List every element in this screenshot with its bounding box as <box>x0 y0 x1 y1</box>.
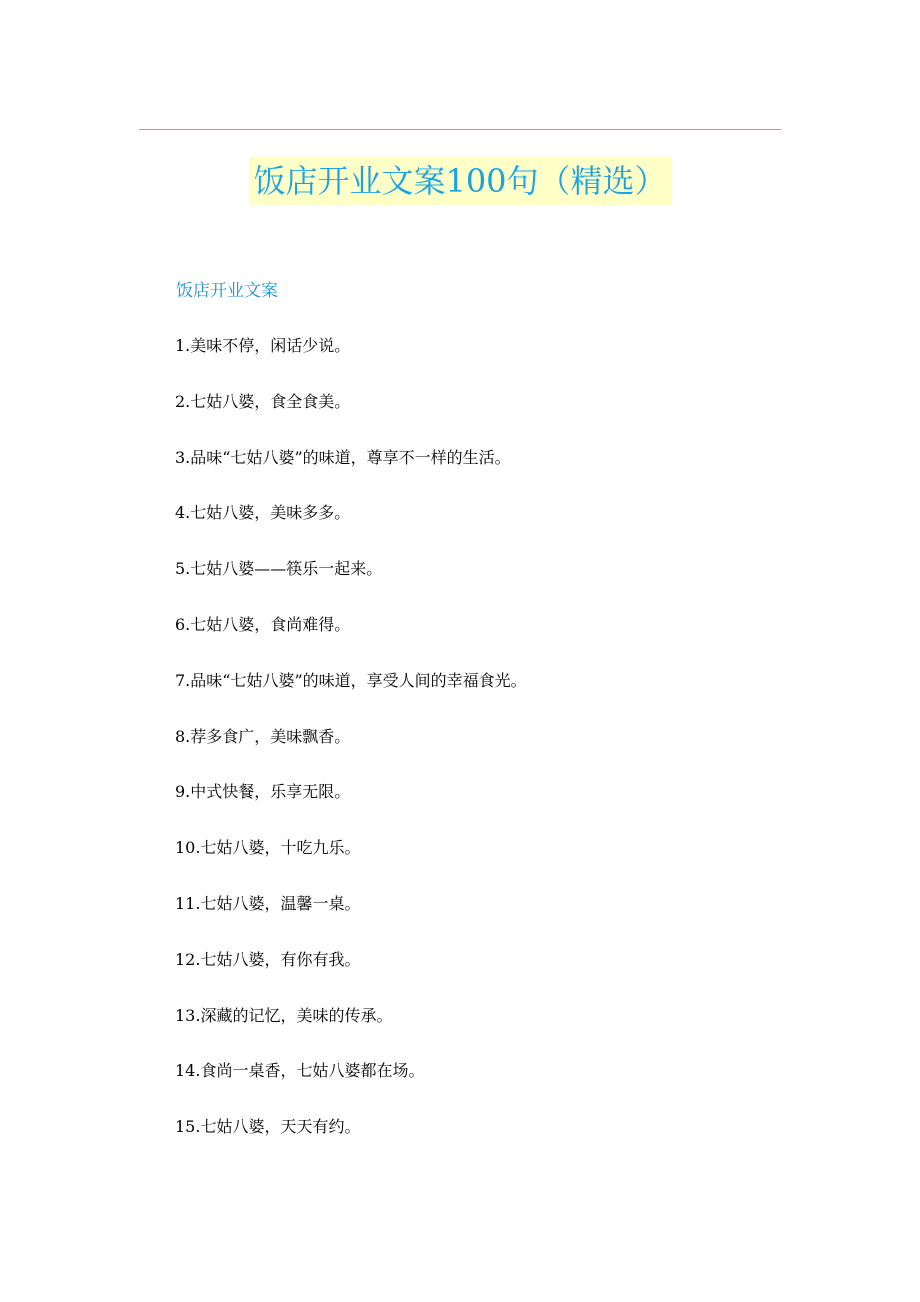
list-item: 14.食尚一桌香，七姑八婆都在场。 <box>175 1061 425 1081</box>
list-item: 7.品味“七姑八婆”的味道，享受人间的幸福食光。 <box>175 670 527 690</box>
list-item: 4.七姑八婆，美味多多。 <box>175 503 351 523</box>
list-item: 10.七姑八婆，十吃九乐。 <box>175 838 361 858</box>
list-item: 1.美味不停，闲话少说。 <box>175 336 351 355</box>
list-item: 6.七姑八婆，食尚难得。 <box>175 614 351 634</box>
list-item: 8.荐多食广，美味飘香。 <box>175 726 351 746</box>
list-item: 5.七姑八婆——筷乐一起来。 <box>175 559 383 579</box>
list-item: 11.七姑八婆，温馨一桌。 <box>175 893 361 913</box>
list-item: 12.七姑八婆，有你有我。 <box>175 949 361 969</box>
list-item: 9.中式快餐，乐享无限。 <box>175 782 351 802</box>
list-item: 13.深藏的记忆，美味的传承。 <box>175 1005 393 1025</box>
header-divider <box>139 129 781 130</box>
document-title: 饭店开业文案100句（精选） <box>249 157 670 205</box>
section-heading: 饭店开业文案 <box>176 281 278 301</box>
title-container <box>0 157 920 205</box>
list-item: 2.七姑八婆，食全食美。 <box>175 391 351 411</box>
list-item: 3.品味“七姑八婆”的味道，尊享不一样的生活。 <box>175 447 511 467</box>
list-item: 15.七姑八婆，天天有约。 <box>175 1117 361 1137</box>
slogan-list <box>175 334 527 1171</box>
